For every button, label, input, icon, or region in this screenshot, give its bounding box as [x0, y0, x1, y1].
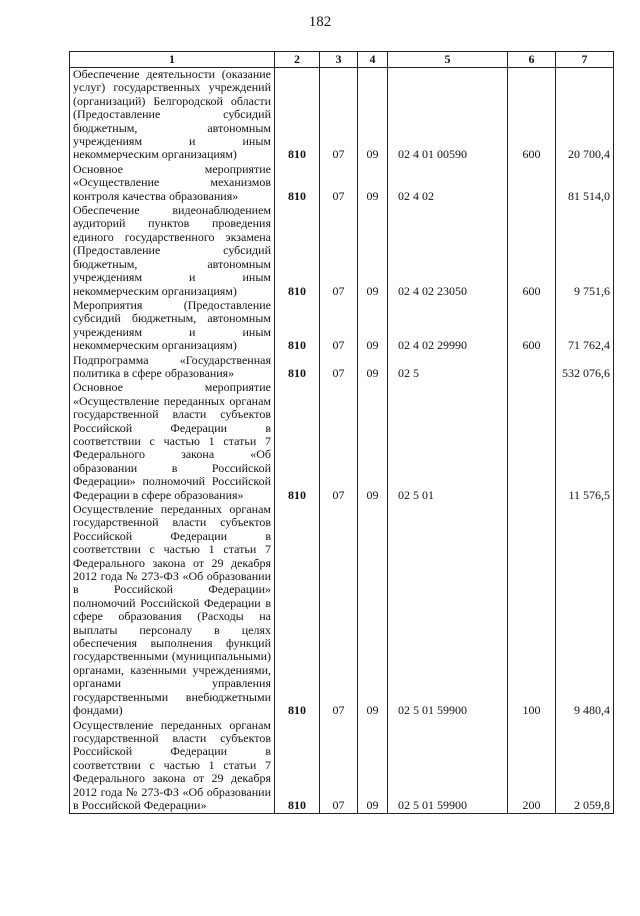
row-admin-code: 810: [275, 503, 320, 719]
row-section: 07: [320, 299, 358, 354]
row-amount: 11 576,5: [556, 381, 614, 503]
row-target-code: 02 4 02 23050: [388, 204, 508, 299]
row-subsection: 09: [358, 299, 388, 354]
row-admin-code: 810: [275, 68, 320, 163]
column-header-5: 5: [388, 52, 508, 68]
table-row: [70, 381, 614, 503]
row-target-code: 02 4 02 29990: [388, 299, 508, 354]
row-target-code: 02 4 01 00590: [388, 68, 508, 163]
budget-table: [69, 51, 614, 814]
column-header-1: 1: [70, 52, 275, 68]
row-expense-type: 100: [508, 503, 556, 719]
row-amount: 9 751,6: [556, 204, 614, 299]
row-expense-type: [508, 381, 556, 503]
column-header-3: 3: [320, 52, 358, 68]
row-admin-code: 810: [275, 381, 320, 503]
row-subsection: 09: [358, 68, 388, 163]
row-admin-code: 810: [275, 719, 320, 814]
table-header-row: [70, 52, 614, 68]
row-description: Основное мероприятие «Осуществление механизмов контроля качества образования»: [70, 163, 275, 204]
row-section: 07: [320, 354, 358, 382]
column-header-7: 7: [556, 52, 614, 68]
row-section: 07: [320, 381, 358, 503]
row-subsection: 09: [358, 719, 388, 814]
row-amount: 532 076,6: [556, 354, 614, 382]
table-row: [70, 299, 614, 354]
row-target-code: 02 5 01 59900: [388, 719, 508, 814]
row-description: Основное мероприятие «Осуществление переданных органам государственной власти субъектов Российской Федерации в соответствии с частью 1 статьи 7 Федерального закона «Об образовании в Российской Федерации» полномочий Российской Федерации в сфере образования»: [70, 381, 275, 503]
row-subsection: 09: [358, 381, 388, 503]
row-subsection: 09: [358, 503, 388, 719]
column-header-6: 6: [508, 52, 556, 68]
table-row: [70, 68, 614, 163]
row-admin-code: 810: [275, 204, 320, 299]
row-section: 07: [320, 204, 358, 299]
row-admin-code: 810: [275, 299, 320, 354]
column-header-2: 2: [275, 52, 320, 68]
row-section: 07: [320, 68, 358, 163]
row-amount: 9 480,4: [556, 503, 614, 719]
column-header-4: 4: [358, 52, 388, 68]
row-amount: 20 700,4: [556, 68, 614, 163]
row-expense-type: 600: [508, 299, 556, 354]
row-subsection: 09: [358, 163, 388, 204]
table-row: [70, 719, 614, 814]
row-expense-type: [508, 354, 556, 382]
table-row: [70, 163, 614, 204]
row-description: Мероприятия (Предоставление субсидий бюджетным, автономным учреждениям и иным некоммерческим организациям): [70, 299, 275, 354]
row-expense-type: 200: [508, 719, 556, 814]
row-section: 07: [320, 163, 358, 204]
table-row: [70, 354, 614, 382]
row-description: Обеспечение видеонаблюдением аудиторий пунктов проведения единого государственного экзамена (Предоставление субсидий бюджетным, автономным учреждениям и иным некоммерческим организациям): [70, 204, 275, 299]
row-section: 07: [320, 719, 358, 814]
row-expense-type: [508, 163, 556, 204]
table-row: [70, 503, 614, 719]
row-target-code: 02 4 02: [388, 163, 508, 204]
row-amount: 81 514,0: [556, 163, 614, 204]
row-description: Осуществление переданных органам государственной власти субъектов Российской Федерации в соответствии с частью 1 статьи 7 Федерального закона от 29 декабря 2012 года № 273-ФЗ «Об образовании в Российской Федерации» полномочий Российской Федерации в сфере образования (Расходы на выплаты персоналу в целях обеспечения выполнения функций государственными (муниципальными) органами, казенными учреждениями, органами управления государственными внебюджетными фондами): [70, 503, 275, 719]
row-expense-type: 600: [508, 68, 556, 163]
row-admin-code: 810: [275, 163, 320, 204]
row-target-code: 02 5: [388, 354, 508, 382]
row-section: 07: [320, 503, 358, 719]
page-number: 182: [308, 14, 332, 30]
table-row: [70, 204, 614, 299]
row-subsection: 09: [358, 354, 388, 382]
row-target-code: 02 5 01: [388, 381, 508, 503]
row-description: Обеспечение деятельности (оказание услуг) государственных учреждений (организаций) Белгородской области (Предоставление субсидий бюджетным, автономным учреждениям и иным некоммерческим организациям): [70, 68, 275, 163]
row-amount: 2 059,8: [556, 719, 614, 814]
row-subsection: 09: [358, 204, 388, 299]
row-amount: 71 762,4: [556, 299, 614, 354]
row-description: Подпрограмма «Государственная политика в сфере образования»: [70, 354, 275, 382]
row-description: Осуществление переданных органам государственной власти субъектов Российской Федерации в соответствии с частью 1 статьи 7 Федерального закона от 29 декабря 2012 года № 273-ФЗ «Об образовании в Российской Федерации»: [70, 719, 275, 814]
row-admin-code: 810: [275, 354, 320, 382]
row-target-code: 02 5 01 59900: [388, 503, 508, 719]
row-expense-type: 600: [508, 204, 556, 299]
